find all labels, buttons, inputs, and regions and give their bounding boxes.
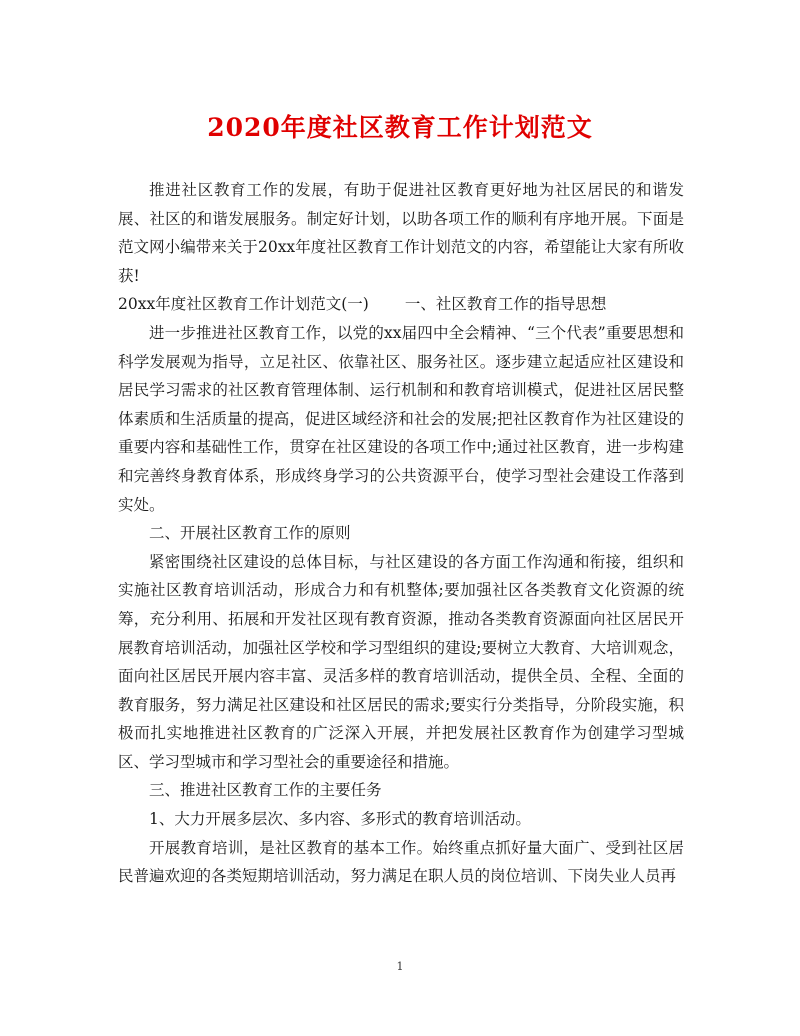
document-body — [118, 176, 684, 891]
paragraph-guiding-ideology: 进一步推进社区教育工作，以党的xx届四中全会精神、“三个代表”重要思想和科学发展观为指导，立足社区、依靠社区、服务社区。逐步建立起适应社区建设和居民学习需求的社区教育管理体制、运行机制和和教育培训模式，促进社区居民整体素质和生活质量的提高，促进区域经济和社会的发展;把社区教育作为社区建设的重要内容和基础性工作，贯穿在社区建设的各项工作中;通过社区教育，进一步构建和完善终身教育体系，形成终身学习的公共资源平台，使学习型社会建设工作落到实处。 — [118, 323, 684, 514]
heading-principles: 二、开展社区教育工作的原则 — [149, 524, 351, 543]
paragraph-training: 开展教育培训，是社区教育的基本工作。始终重点抓好量大面广、受到社区居民普遍欢迎的各类短期培训活动，努力满足在职人员的岗位培训、下岗失业人员再 — [118, 838, 684, 886]
intro-paragraph: 推进社区教育工作的发展，有助于促进社区教育更好地为社区居民的和谐发展、社区的和谐发展服务。制定好计划，以助各项工作的顺利有序地开展。下面是范文网小编带来关于20xx年度社区教育工作计划范文的内容，希望能让大家有所收获! — [118, 181, 684, 285]
heading-main-tasks: 三、推进社区教育工作的主要任务 — [149, 781, 382, 800]
list-item-training: 1、大力开展多层次、多内容、多形式的教育培训活动。 — [149, 810, 531, 829]
paragraph-principles: 紧密围绕社区建设的总体目标，与社区建设的各方面工作沟通和衔接，组织和实施社区教育培训活动，形成合力和有机整体;要加强社区各类教育文化资源的统筹，充分利用、拓展和开发社区现有教育资源，推动各类教育资源面向社区居民开展教育培训活动，加强社区学校和学习型组织的建设;要树立大教育、大培训观念，面向社区居民开展内容丰富、灵活多样的教育培训活动，提供全员、全程、全面的教育服务，努力满足社区建设和社区居民的需求;要实行分类指导，分阶段实施，积极而扎实地推进社区教育的广泛深入开展，并把发展社区教育作为创建学习型城区、学习型城市和学习型社会的重要途径和措施。 — [118, 552, 684, 771]
page-number: 1 — [396, 960, 404, 973]
heading-guiding-ideology: 一、社区教育工作的指导思想 — [404, 295, 607, 314]
document-title: 2020年度社区教育工作计划范文 — [207, 113, 593, 142]
section-title-line — [118, 290, 684, 319]
section-title: 20xx年度社区教育工作计划范文(一) — [118, 295, 369, 314]
